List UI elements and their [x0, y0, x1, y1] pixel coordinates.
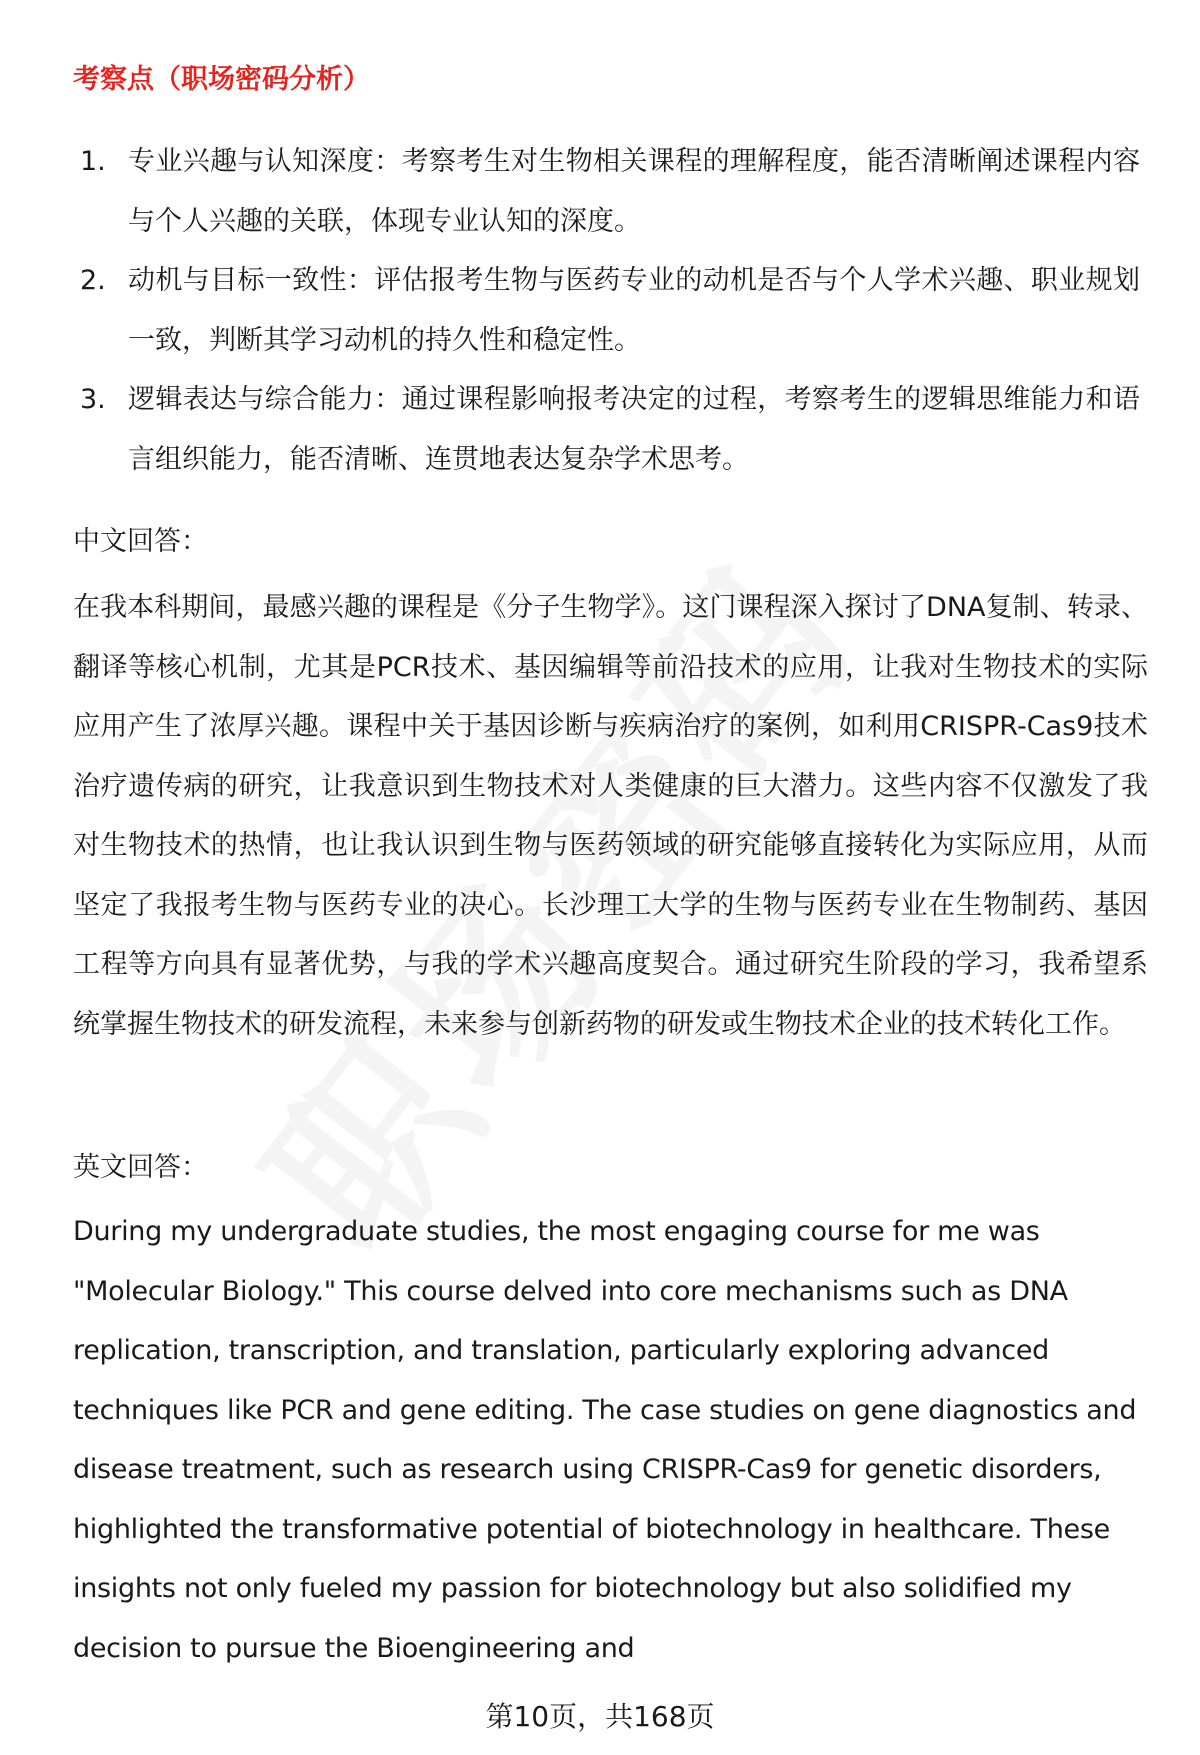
- chinese-answer-text: 在我本科期间，最感兴趣的课程是《分子生物学》。这门课程深入探讨了DNA复制、转录、翻译等核心机制，尤其是PCR技术、基因编辑等前沿技术的应用，让我对生物技术的实际应用产生了浓厚兴趣。课程中关于基因诊断与疾病治疗的案例，如利用CRISPR-Cas9技术治疗遗传病的研究，让我意识到生物技术对人类健康的巨大潜力。这些内容不仅激发了我对生物技术的热情，也让我认识到生物与医药领域的研究能够直接转化为实际应用，从而坚定了我报考生物与医药专业的决心。长沙理工大学的生物与医药专业在生物制药、基因工程等方向具有显著优势，与我的学术兴趣高度契合。通过研究生阶段的学习，我希望系统掌握生物技术的研发流程，未来参与创新药物的研发或生物技术企业的技术转化工作。: [73, 592, 1148, 1040]
- point-text: 动机与目标一致性：评估报考生物与医药专业的动机是否与个人学术兴趣、职业规划一致，判断其学习动机的持久性和稳定性。: [128, 265, 1140, 356]
- section-title: 考察点（职场密码分析）: [73, 64, 370, 95]
- english-answer-text: During my undergraduate studies, the most engaging course for me was "Molecular Biology." This course delved into core mechanisms such as DNA replication, transcription, and translation, particularly exploring advanced techniques like PCR and gene editing. The case studies on gene diagnostics and disease treatment, such as research using CRISPR-Cas9 for genetic disorders, highlighted the transformative potential of biotechnology in healthcare. These insights not only fueled my passion for biotechnology but also solidified my decision to pursue the Bioengineering and: [73, 1216, 1137, 1664]
- point-text: 逻辑表达与综合能力：通过课程影响报考决定的过程，考察考生的逻辑思维能力和语言组织能力，能否清晰、连贯地表达复杂学术思考。: [128, 384, 1140, 475]
- assessment-point: [80, 132, 1140, 251]
- point-text: 专业兴趣与认知深度：考察考生对生物相关课程的理解程度，能否清晰阐述课程内容与个人兴趣的关联，体现专业认知的深度。: [128, 146, 1140, 237]
- assessment-point: [80, 251, 1140, 370]
- point-number: 1.: [80, 146, 106, 177]
- point-number: 3.: [80, 384, 106, 415]
- assessment-points-list: [80, 132, 1140, 489]
- assessment-point: [80, 370, 1140, 489]
- point-number: 2.: [80, 265, 106, 296]
- chinese-answer-label: 中文回答：: [73, 526, 208, 557]
- page-number-footer: 第10页，共168页: [485, 1700, 715, 1733]
- english-answer-label: 英文回答：: [73, 1152, 208, 1183]
